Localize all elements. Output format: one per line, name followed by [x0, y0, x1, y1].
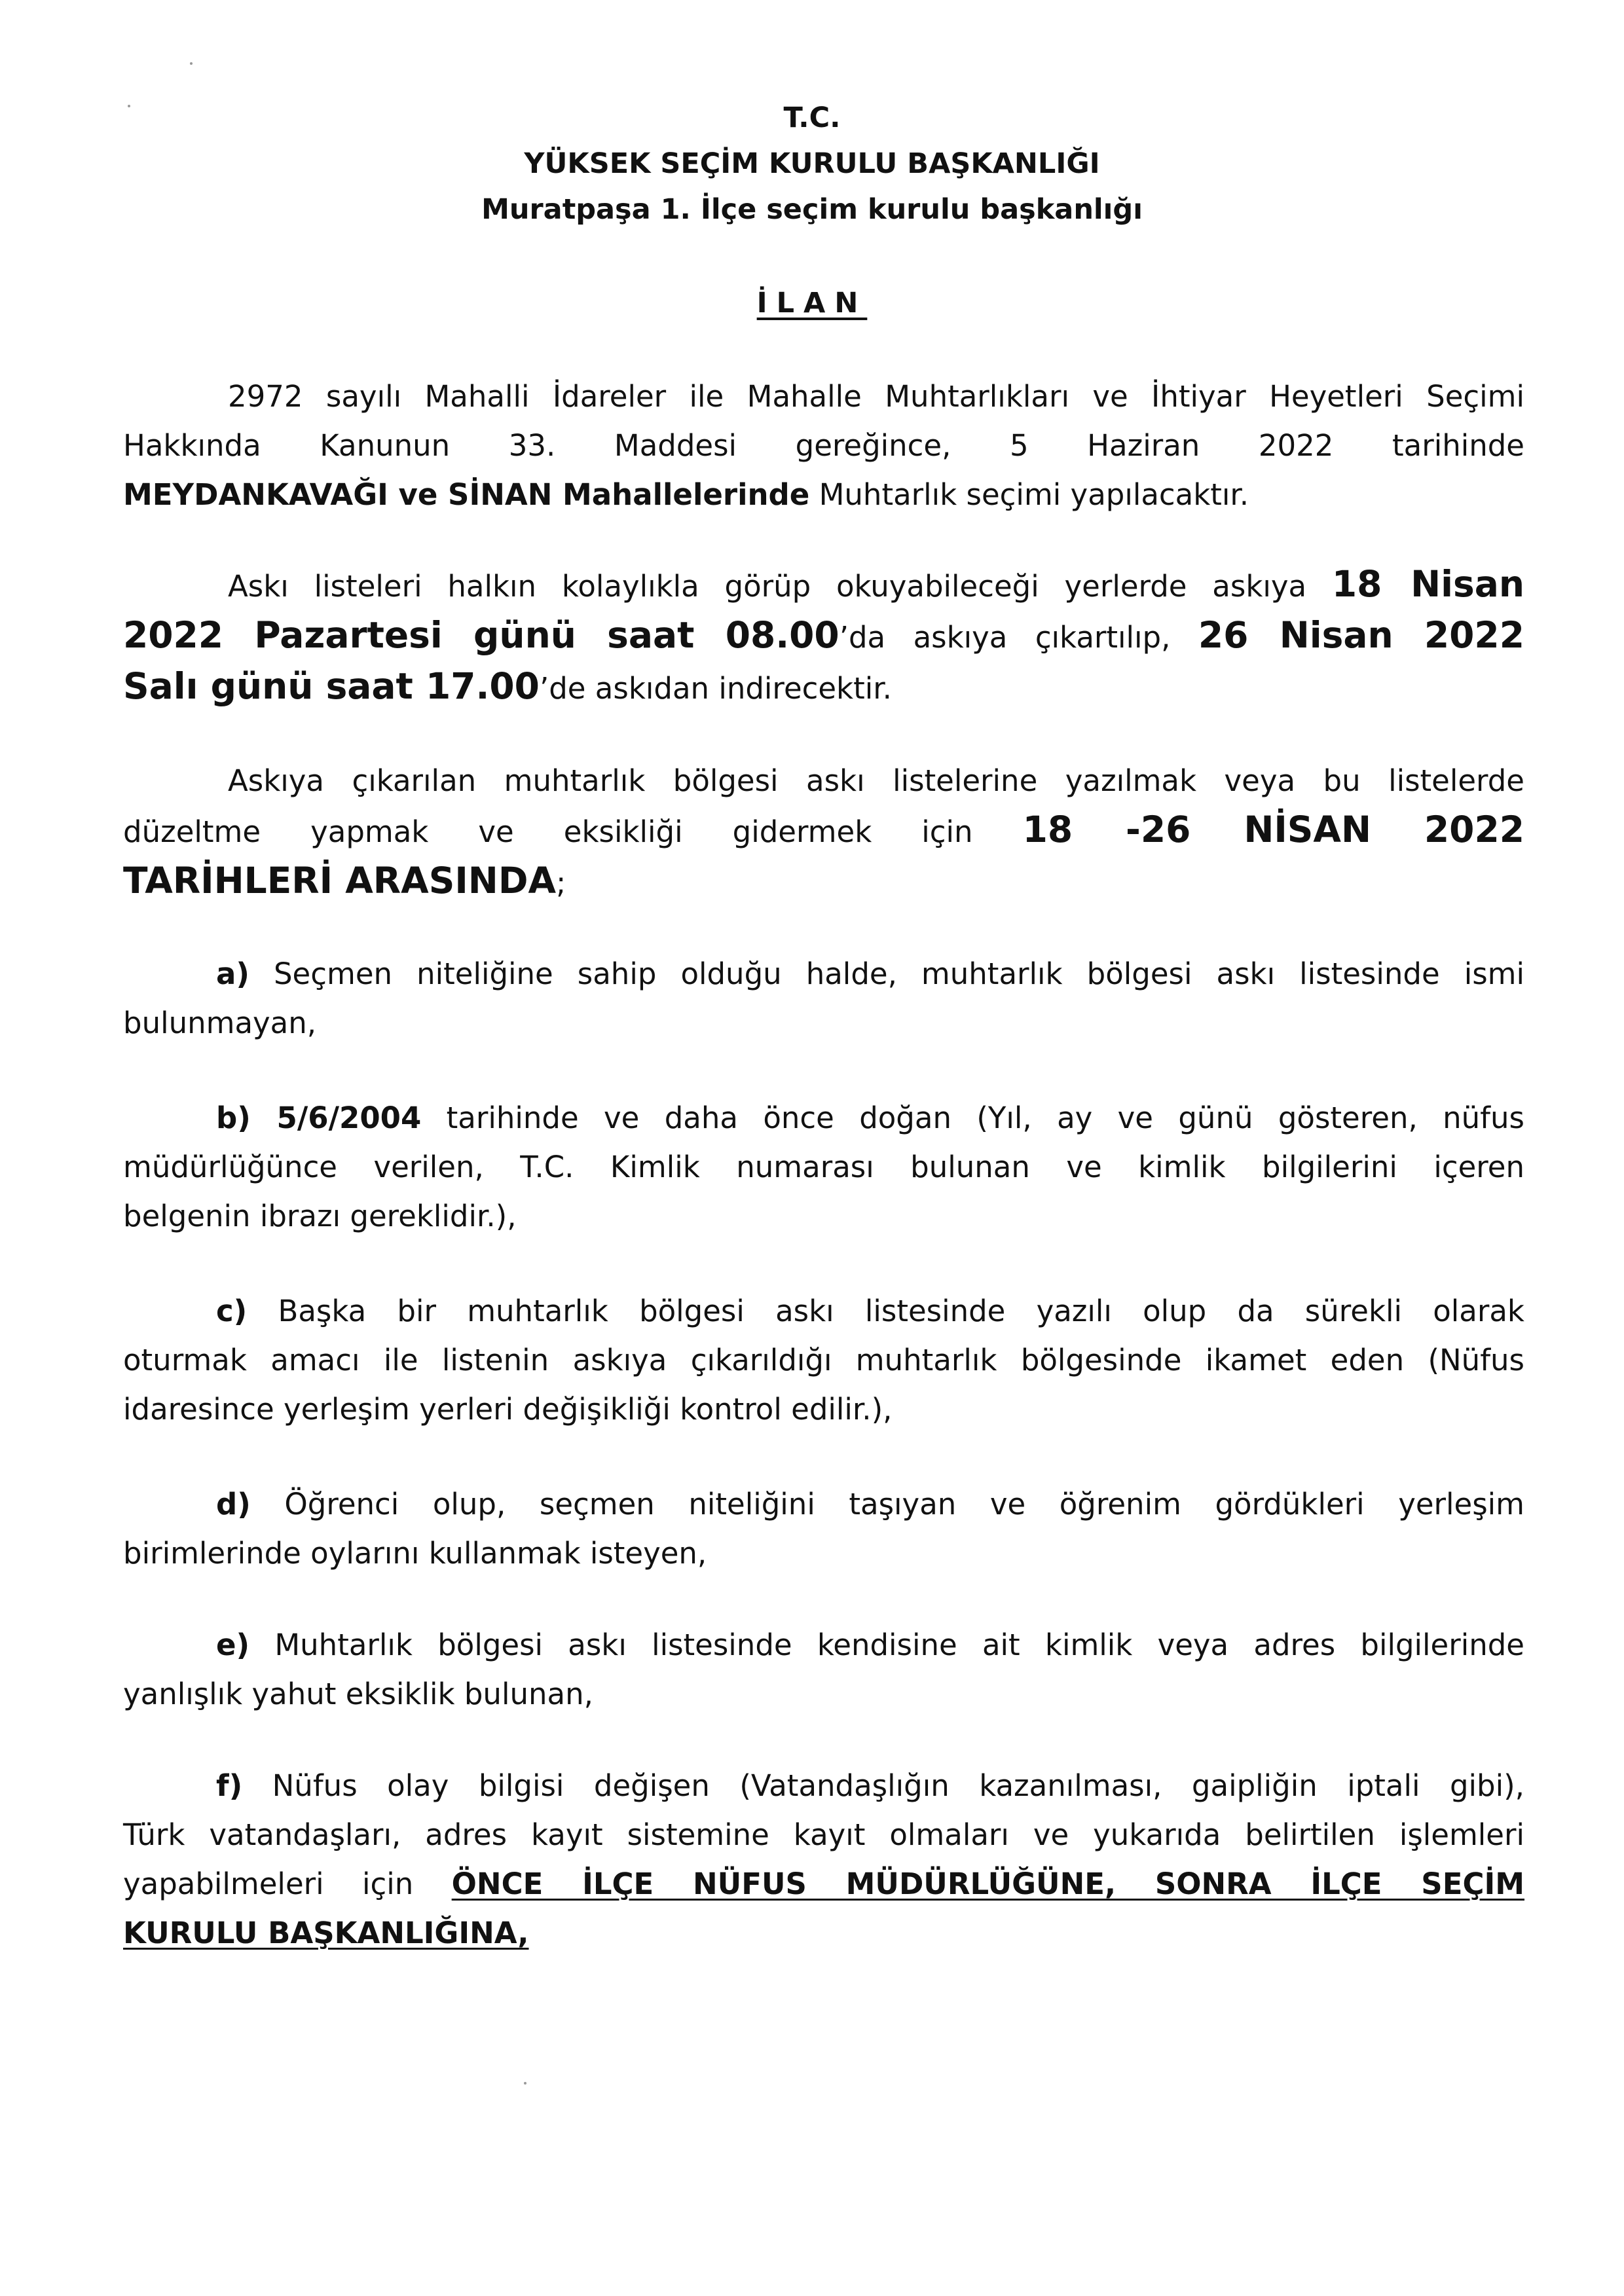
paragraph-text: ;	[556, 866, 566, 900]
item-text: tarihinde ve daha önce doğan (Yıl, ay ve günü gösteren, nüfus	[421, 1101, 1524, 1135]
paragraph-line: birimlerinde oylarını kullanmak isteyen,	[123, 1536, 707, 1571]
paragraph-line: Askıya çıkarılan muhtarlık bölgesi askı listelerine yazılmak veya bu listelerde	[228, 763, 1524, 798]
paragraph-line: yanlışlık yahut eksiklik bulunan,	[123, 1677, 593, 1711]
item-text: Öğrenci olup, seçmen niteliğini taşıyan ve öğrenim gördükleri yerleşim	[250, 1487, 1524, 1522]
item-label: c)	[216, 1294, 248, 1328]
paragraph-line: belgenin ibrazı gereklidir.),	[123, 1199, 517, 1233]
item-text: yapabilmeleri için	[123, 1867, 452, 1901]
item-text: Nüfus olay bilgisi değişen (Vatandaşlığın kazanılması, gaipliğin iptali gibi),	[242, 1768, 1524, 1803]
paragraph-text: düzeltme yapmak ve eksikliği gidermek için	[123, 814, 1023, 849]
paragraph-text: ’da askıya çıkartılıp,	[839, 620, 1198, 655]
paragraph-line	[123, 662, 1524, 713]
list-item-b	[123, 1093, 1524, 1241]
header-district-board: Muratpaşa 1. İlçe seçim kurulu başkanlığı	[481, 193, 1143, 226]
item-label: a)	[216, 957, 249, 991]
list-item-a	[123, 949, 1524, 1048]
paragraph-line: oturmak amacı ile listenin askıya çıkarıldığı muhtarlık bölgesinde ikamet eden (Nüfus	[123, 1343, 1524, 1377]
paragraph-line: 2972 sayılı Mahalli İdareler ile Mahalle Muhtarlıkları ve İhtiyar Heyetleri Seçimi	[228, 379, 1524, 414]
correction-date-range: 18 -26 NİSAN 2022	[1022, 809, 1524, 850]
item-text: Başka bir muhtarlık bölgesi askı listesinde yazılı olup da sürekli olarak	[247, 1294, 1524, 1328]
paragraph-line	[123, 949, 1524, 998]
paragraph-line: müdürlüğünce verilen, T.C. Kimlik numarası bulunan ve kimlik bilgilerini içeren	[123, 1150, 1524, 1184]
end-date-time: Salı günü saat 17.00	[123, 665, 540, 707]
list-item-c	[123, 1286, 1524, 1434]
procedure-order: ÖNCE İLÇE NÜFUS MÜDÜRLÜĞÜNE, SONRA İLÇE SEÇİM	[451, 1867, 1524, 1901]
paragraph-line	[123, 1620, 1524, 1669]
correction-range-label: TARİHLERİ ARASINDA	[123, 860, 557, 902]
paragraph-line	[123, 560, 1524, 611]
paragraph-line	[123, 1093, 1524, 1142]
item-label: b) 5/6/2004	[216, 1101, 422, 1135]
header-tc: T.C.	[783, 101, 841, 134]
paragraph-line	[123, 805, 1524, 856]
start-date-time: 2022 Pazartesi günü saat 08.00	[123, 614, 840, 656]
document-title	[0, 287, 1624, 319]
paragraph-line	[123, 856, 1524, 907]
list-item-d	[123, 1480, 1524, 1578]
item-label: f)	[216, 1768, 243, 1803]
paragraph-posting-dates	[123, 560, 1524, 713]
item-text: Seçmen niteliğine sahip olduğu halde, muhtarlık bölgesi askı listesinde ismi	[249, 957, 1524, 991]
paragraph-line	[123, 611, 1524, 662]
paragraph-line: idaresince yerleşim yerleri değişikliği kontrol edilir.),	[123, 1392, 893, 1427]
procedure-order-continued: KURULU BAŞKANLIĞINA,	[123, 1916, 529, 1950]
paragraph-election-notice	[123, 372, 1524, 519]
item-label: d)	[216, 1487, 251, 1522]
header-institution: YÜKSEK SEÇİM KURULU BAŞKANLIĞI	[524, 147, 1100, 180]
end-date: 26 Nisan 2022	[1198, 614, 1524, 656]
list-item-e	[123, 1620, 1524, 1719]
paragraph-line	[123, 1480, 1524, 1529]
paragraph-line	[123, 1286, 1524, 1336]
paragraph-line: Hakkında Kanunun 33. Maddesi gereğince, 5 Haziran 2022 tarihinde	[123, 428, 1524, 463]
item-label: e)	[216, 1628, 250, 1662]
paragraph-text: ’de askıdan indirecektir.	[539, 671, 892, 706]
neighborhood-names: MEYDANKAVAĞI ve SİNAN Mahallelerinde	[123, 477, 810, 512]
paragraph-line	[123, 1908, 1524, 1958]
scan-speck	[524, 2082, 526, 2085]
start-date: 18 Nisan	[1331, 563, 1524, 605]
paragraph-line	[123, 1761, 1524, 1810]
paragraph-correction-period	[123, 756, 1524, 907]
paragraph-line: Türk vatandaşları, adres kayıt sistemine kayıt olmaları ve yukarıda belirtilen işlemleri	[123, 1817, 1524, 1852]
paragraph-line	[123, 1859, 1524, 1908]
paragraph-line	[123, 470, 1524, 519]
scan-speck	[190, 62, 193, 65]
title-text: İLAN	[756, 287, 868, 319]
paragraph-text: Muhtarlık seçimi yapılacaktır.	[809, 477, 1249, 512]
item-text: Muhtarlık bölgesi askı listesinde kendisine ait kimlik veya adres bilgilerinde	[249, 1628, 1524, 1662]
paragraph-line: bulunmayan,	[123, 1006, 317, 1040]
paragraph-text: Askı listeleri halkın kolaylıkla görüp okuyabileceği yerlerde askıya	[228, 569, 1332, 604]
list-item-f	[123, 1761, 1524, 1958]
